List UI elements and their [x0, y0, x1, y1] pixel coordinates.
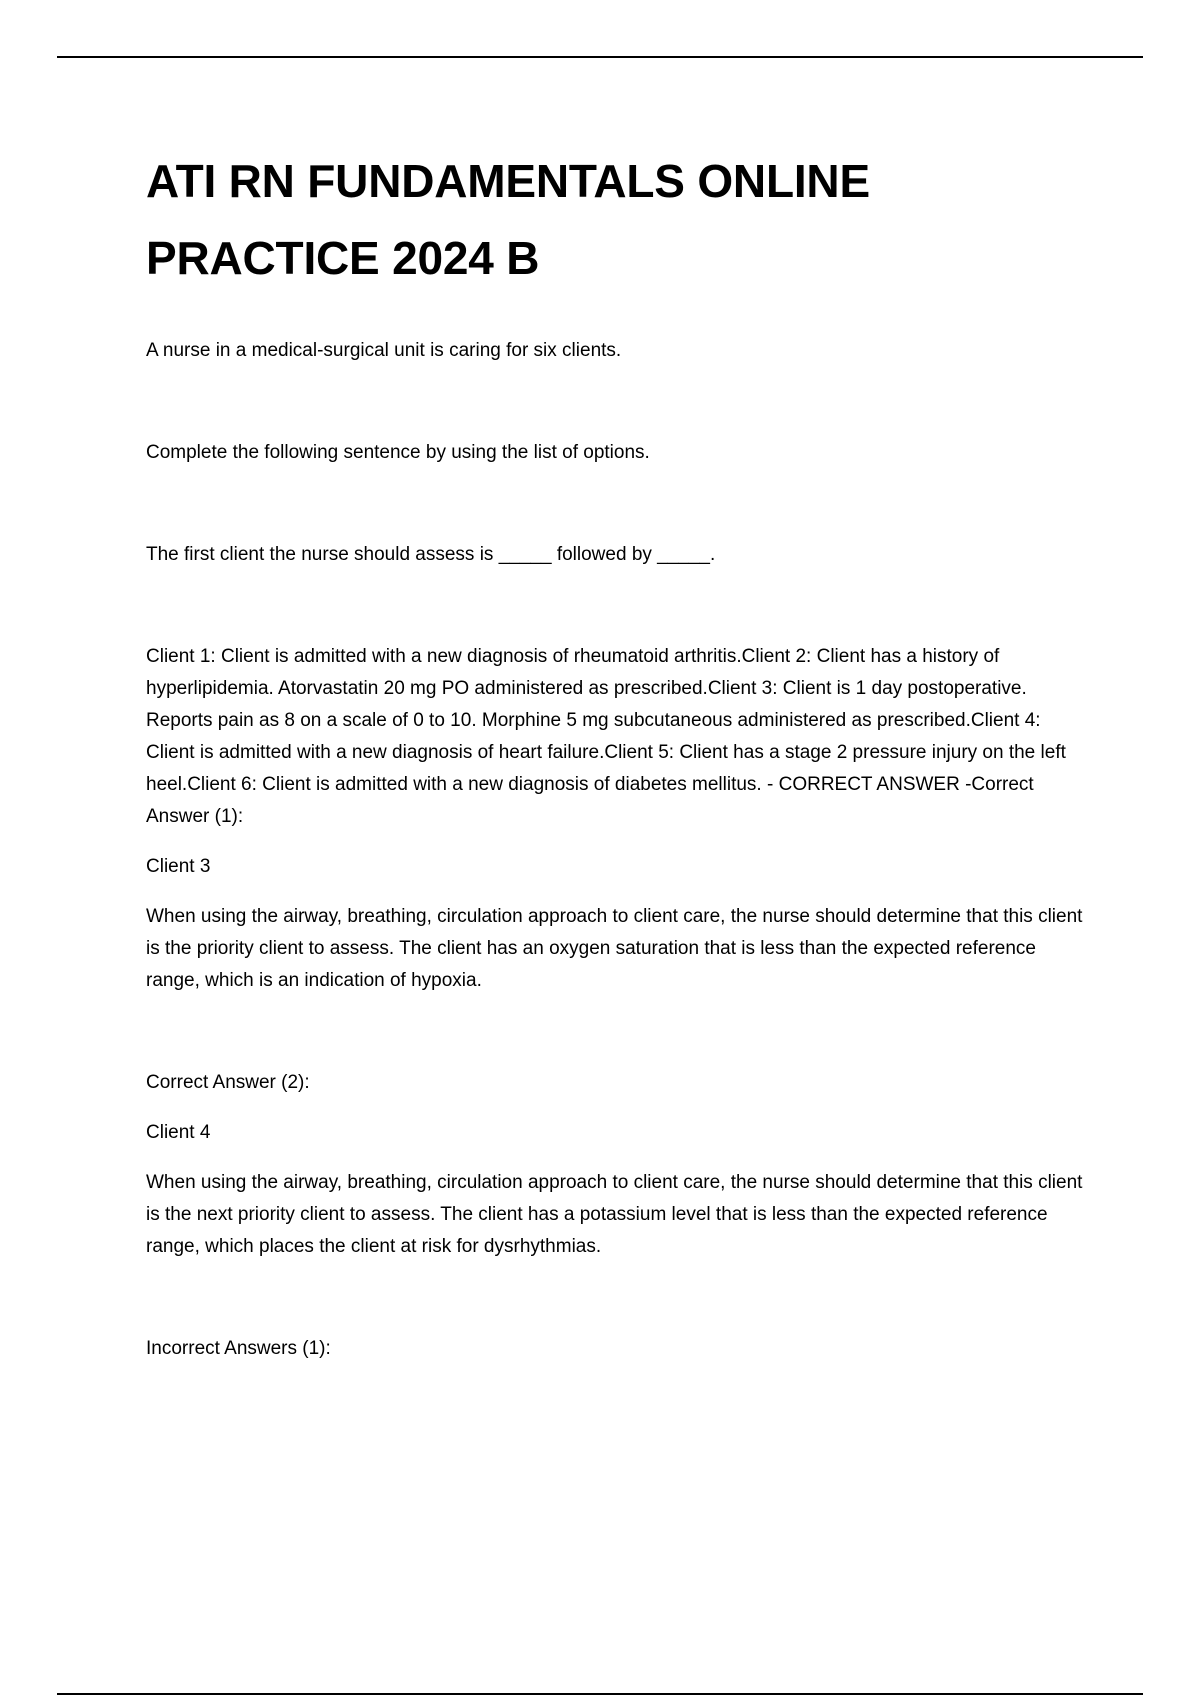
answer-2-heading: Correct Answer (2): — [146, 1072, 310, 1093]
title-line-1: ATI RN FUNDAMENTALS ONLINE — [146, 155, 870, 207]
incorrect-answers-heading: Incorrect Answers (1): — [146, 1338, 331, 1359]
header-rule — [57, 56, 1143, 58]
answer-1-rationale: When using the airway, breathing, circulation approach to client care, the nurse should determine that this client is the priority client to assess. The client has an oxygen saturation that is less than the expected reference range, which is an indication of hypoxia. — [146, 906, 1083, 991]
footer-rule — [57, 1693, 1143, 1695]
document-title — [146, 143, 1086, 297]
instruction-paragraph: Complete the following sentence by using the list of options. — [146, 442, 650, 463]
answer-2-rationale: When using the airway, breathing, circulation approach to client care, the nurse should determine that this client is the next priority client to assess. The client has a potassium level that is less than the expected reference range, which places the client at risk for dysrhythmias. — [146, 1172, 1083, 1257]
question-sentence: The first client the nurse should assess is _____ followed by _____. — [146, 544, 716, 565]
intro-paragraph: A nurse in a medical-surgical unit is caring for six clients. — [146, 340, 622, 361]
answer-1-client: Client 3 — [146, 856, 211, 877]
document-body — [146, 143, 1086, 1365]
client-list-paragraph: Client 1: Client is admitted with a new diagnosis of rheumatoid arthritis.Client 2: Client has a history of hyperlipidemia. Atorvastatin 20 mg PO administered as prescribed.Client 3: Client is 1 day postoperative. Reports pain as 8 on a scale of 0 to 10. Morphine 5 mg subcutaneous administered as prescribed.Client 4: Client is admitted with a new diagnosis of heart failure.Client 5: Client has a stage 2 pressure injury on the left heel.Client 6: Client is admitted with a new diagnosis of diabetes mellitus. - CORRECT ANSWER -Correct Answer (1): — [146, 646, 1066, 827]
title-line-2: PRACTICE 2024 B — [146, 232, 540, 284]
answer-2-client: Client 4 — [146, 1122, 211, 1143]
